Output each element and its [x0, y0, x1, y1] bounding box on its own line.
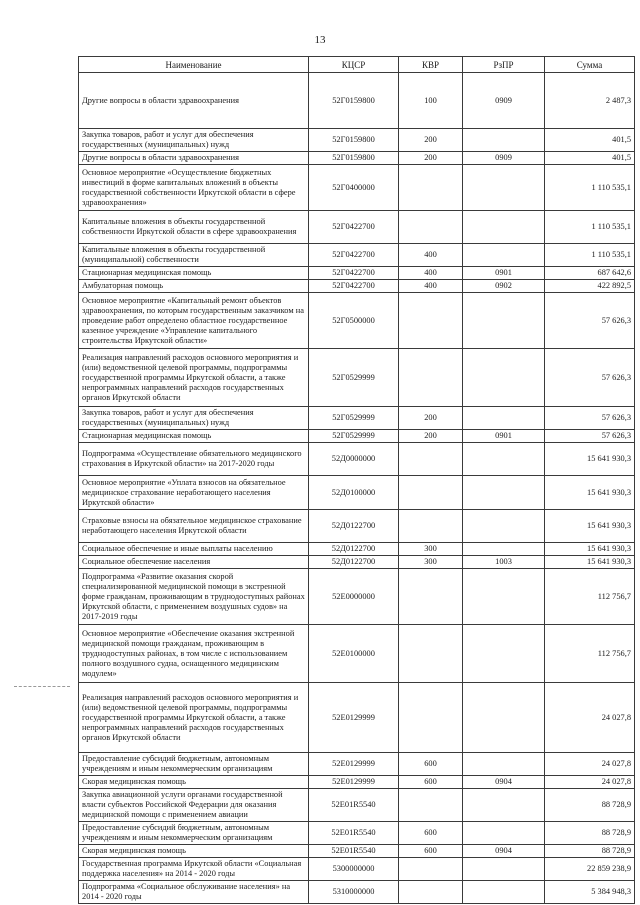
table-row	[79, 349, 635, 407]
cell-name: Основное мероприятие «Обеспечение оказания экстренной медицинской помощи гражданам, проживающим в труднодоступных районах, в том числе с использованием полного воздушного судна, оснащенного медицинским модулем»	[79, 625, 309, 683]
cell-rzpr	[463, 753, 545, 776]
cell-name: Предоставление субсидий бюджетным, автономным учреждениям и иным некоммерческим организациям	[79, 822, 309, 845]
cell-kvr	[399, 211, 463, 244]
cell-kvr	[399, 683, 463, 753]
cell-rzpr	[463, 858, 545, 881]
table-row	[79, 789, 635, 822]
cell-kcsr: 52Е01R5540	[309, 845, 399, 858]
cell-sum: 2 487,3	[545, 73, 635, 129]
cell-name: Подпрограмма «Социальное обслуживание населения» на 2014 - 2020 годы	[79, 881, 309, 904]
table-row	[79, 683, 635, 753]
cell-sum: 15 641 930,3	[545, 543, 635, 556]
cell-kvr	[399, 881, 463, 904]
cell-rzpr	[463, 569, 545, 625]
cell-sum: 112 756,7	[545, 569, 635, 625]
cell-kcsr: 52Д0122700	[309, 510, 399, 543]
cell-rzpr	[463, 244, 545, 267]
cell-sum: 1 110 535,1	[545, 244, 635, 267]
cell-rzpr	[463, 349, 545, 407]
table-row	[79, 152, 635, 165]
cell-kcsr: 52Д0122700	[309, 543, 399, 556]
cell-kvr: 300	[399, 556, 463, 569]
cell-kcsr: 52Г0422700	[309, 267, 399, 280]
cell-name: Капитальные вложения в объекты государственной собственности Иркутской области в сфере здравоохранения	[79, 211, 309, 244]
cell-kcsr: 52Е01R5540	[309, 789, 399, 822]
page-number: 13	[314, 34, 326, 46]
cell-rzpr: 0904	[463, 776, 545, 789]
table-row	[79, 543, 635, 556]
cell-rzpr	[463, 211, 545, 244]
margin-mark	[14, 686, 70, 687]
cell-rzpr: 1003	[463, 556, 545, 569]
cell-sum: 15 641 930,3	[545, 476, 635, 510]
cell-kvr	[399, 476, 463, 510]
cell-rzpr: 0909	[463, 73, 545, 129]
cell-kvr: 600	[399, 776, 463, 789]
cell-kvr	[399, 625, 463, 683]
cell-sum: 24 027,8	[545, 753, 635, 776]
table-row	[79, 510, 635, 543]
cell-rzpr	[463, 129, 545, 152]
cell-sum: 15 641 930,3	[545, 443, 635, 476]
cell-rzpr: 0909	[463, 152, 545, 165]
cell-kcsr: 52Д0100000	[309, 476, 399, 510]
cell-kvr	[399, 293, 463, 349]
cell-sum: 401,5	[545, 152, 635, 165]
cell-rzpr	[463, 443, 545, 476]
cell-sum: 88 728,9	[545, 845, 635, 858]
cell-sum: 57 626,3	[545, 430, 635, 443]
table-row	[79, 476, 635, 510]
cell-sum: 687 642,6	[545, 267, 635, 280]
cell-name: Социальное обеспечение и иные выплаты населению	[79, 543, 309, 556]
table-row	[79, 430, 635, 443]
table-row	[79, 845, 635, 858]
cell-kvr	[399, 789, 463, 822]
cell-kvr: 600	[399, 753, 463, 776]
cell-name: Основное мероприятие «Капитальный ремонт объектов здравоохранения, по которым государственным заказчиком на проведение работ определено областное государственное казенное учреждение «Управление капитального строительства Иркутской области»	[79, 293, 309, 349]
cell-name: Предоставление субсидий бюджетным, автономным учреждениям и иным некоммерческим организациям	[79, 753, 309, 776]
header-name: Наименование	[79, 57, 309, 73]
cell-kcsr: 52Г0500000	[309, 293, 399, 349]
table-body	[79, 73, 635, 904]
cell-kcsr: 52Г0422700	[309, 244, 399, 267]
header-sum: Сумма	[545, 57, 635, 73]
cell-rzpr: 0904	[463, 845, 545, 858]
cell-kvr: 200	[399, 407, 463, 430]
table-row	[79, 293, 635, 349]
cell-kvr: 600	[399, 845, 463, 858]
cell-name: Основное мероприятие «Уплата взносов на обязательное медицинское страхование неработающего населения Иркутской области»	[79, 476, 309, 510]
cell-kvr	[399, 510, 463, 543]
cell-name: Подпрограмма «Развитие оказания скорой специализированной медицинской помощи в экстренной форме гражданам, проживающим в труднодоступных районах Иркутской области, с применением воздушных судов» на 2017-2019 годы	[79, 569, 309, 625]
cell-sum: 15 641 930,3	[545, 556, 635, 569]
budget-table	[78, 56, 635, 904]
table-row	[79, 211, 635, 244]
table-row	[79, 858, 635, 881]
table-row	[79, 165, 635, 211]
cell-name: Социальное обеспечение населения	[79, 556, 309, 569]
cell-sum: 24 027,8	[545, 683, 635, 753]
cell-kvr: 200	[399, 129, 463, 152]
cell-kcsr: 52Е0129999	[309, 776, 399, 789]
cell-sum: 57 626,3	[545, 407, 635, 430]
header-kcsr: КЦСР	[309, 57, 399, 73]
cell-name: Основное мероприятие «Осуществление бюджетных инвестиций в форме капитальных вложений в объекты государственной собственности Иркутской области в сфере здравоохранения»	[79, 165, 309, 211]
table-row	[79, 407, 635, 430]
cell-kcsr: 52Г0529999	[309, 349, 399, 407]
cell-kcsr: 5300000000	[309, 858, 399, 881]
cell-kcsr: 52Г0529999	[309, 407, 399, 430]
cell-rzpr	[463, 407, 545, 430]
cell-kcsr: 52Г0400000	[309, 165, 399, 211]
cell-kvr: 400	[399, 280, 463, 293]
table-row	[79, 73, 635, 129]
cell-sum: 401,5	[545, 129, 635, 152]
cell-name: Другие вопросы в области здравоохранения	[79, 152, 309, 165]
cell-kcsr: 5310000000	[309, 881, 399, 904]
cell-rzpr	[463, 683, 545, 753]
cell-rzpr	[463, 881, 545, 904]
cell-sum: 88 728,9	[545, 789, 635, 822]
table-row	[79, 776, 635, 789]
cell-name: Реализация направлений расходов основного мероприятия и (или) ведомственной целевой программы, подпрограммы государственной программы Иркутской области, а также непрограммных направлений расходов государственных органов Иркутской области	[79, 349, 309, 407]
cell-kcsr: 52Г0422700	[309, 280, 399, 293]
cell-kcsr: 52Г0159800	[309, 73, 399, 129]
cell-rzpr: 0902	[463, 280, 545, 293]
table-row	[79, 753, 635, 776]
cell-sum: 1 110 535,1	[545, 211, 635, 244]
cell-name: Закупка товаров, работ и услуг для обеспечения государственных (муниципальных) нужд	[79, 407, 309, 430]
cell-kvr: 200	[399, 152, 463, 165]
cell-kvr: 400	[399, 267, 463, 280]
cell-name: Капитальные вложения в объекты государственной (муниципальной) собственности	[79, 244, 309, 267]
cell-name: Стационарная медицинская помощь	[79, 430, 309, 443]
cell-sum: 24 027,8	[545, 776, 635, 789]
cell-name: Страховые взносы на обязательное медицинское страхование неработающего населения Иркутской области	[79, 510, 309, 543]
cell-name: Закупка товаров, работ и услуг для обеспечения государственных (муниципальных) нужд	[79, 129, 309, 152]
cell-kcsr: 52Г0159800	[309, 129, 399, 152]
cell-rzpr	[463, 822, 545, 845]
cell-kvr: 200	[399, 430, 463, 443]
cell-sum: 112 756,7	[545, 625, 635, 683]
table-row	[79, 244, 635, 267]
cell-kcsr: 52Г0529999	[309, 430, 399, 443]
cell-name: Реализация направлений расходов основного мероприятия и (или) ведомственной целевой программы, подпрограммы государственной программы Иркутской области, а также непрограммных направлений расходов государственных органов Иркутской области	[79, 683, 309, 753]
cell-kcsr: 52Г0159800	[309, 152, 399, 165]
cell-kvr	[399, 569, 463, 625]
table-row	[79, 129, 635, 152]
cell-name: Амбулаторная помощь	[79, 280, 309, 293]
cell-kvr: 100	[399, 73, 463, 129]
cell-sum: 57 626,3	[545, 293, 635, 349]
table-row	[79, 881, 635, 904]
table-row	[79, 556, 635, 569]
table-row	[79, 443, 635, 476]
cell-kvr	[399, 858, 463, 881]
cell-name: Другие вопросы в области здравоохранения	[79, 73, 309, 129]
table-row	[79, 569, 635, 625]
cell-kcsr: 52Г0422700	[309, 211, 399, 244]
cell-kvr	[399, 165, 463, 211]
table-header-row	[79, 57, 635, 73]
cell-kvr: 300	[399, 543, 463, 556]
budget-sheet	[78, 56, 634, 904]
cell-rzpr	[463, 510, 545, 543]
cell-kvr	[399, 349, 463, 407]
cell-kcsr: 52Е0129999	[309, 683, 399, 753]
cell-kcsr: 52Д0000000	[309, 443, 399, 476]
cell-kcsr: 52Д0122700	[309, 556, 399, 569]
cell-rzpr	[463, 789, 545, 822]
table-row	[79, 822, 635, 845]
cell-name: Закупка авиационной услуги органами государственной власти субъектов Российской Федерации для оказания медицинской помощи с применением авиации	[79, 789, 309, 822]
cell-name: Стационарная медицинская помощь	[79, 267, 309, 280]
cell-rzpr: 0901	[463, 267, 545, 280]
header-kvr: КВР	[399, 57, 463, 73]
cell-name: Подпрограмма «Осуществление обязательного медицинского страхования в Иркутской области» на 2017-2020 годы	[79, 443, 309, 476]
cell-rzpr	[463, 625, 545, 683]
cell-rzpr	[463, 543, 545, 556]
cell-kcsr: 52Е0000000	[309, 569, 399, 625]
cell-rzpr	[463, 165, 545, 211]
cell-name: Государственная программа Иркутской области «Социальная поддержка населения» на 2014 - 2020 годы	[79, 858, 309, 881]
cell-name: Скорая медицинская помощь	[79, 845, 309, 858]
cell-kvr: 600	[399, 822, 463, 845]
cell-name: Скорая медицинская помощь	[79, 776, 309, 789]
cell-kcsr: 52Е0100000	[309, 625, 399, 683]
cell-sum: 422 892,5	[545, 280, 635, 293]
table-row	[79, 267, 635, 280]
table-row	[79, 280, 635, 293]
cell-sum: 88 728,9	[545, 822, 635, 845]
cell-sum: 22 859 238,9	[545, 858, 635, 881]
header-rzpr: РзПР	[463, 57, 545, 73]
cell-rzpr: 0901	[463, 430, 545, 443]
cell-sum: 5 384 948,3	[545, 881, 635, 904]
cell-rzpr	[463, 476, 545, 510]
cell-kcsr: 52Е01R5540	[309, 822, 399, 845]
cell-kcsr: 52Е0129999	[309, 753, 399, 776]
cell-sum: 57 626,3	[545, 349, 635, 407]
cell-rzpr	[463, 293, 545, 349]
cell-kvr	[399, 443, 463, 476]
cell-kvr: 400	[399, 244, 463, 267]
table-row	[79, 625, 635, 683]
cell-sum: 15 641 930,3	[545, 510, 635, 543]
cell-sum: 1 110 535,1	[545, 165, 635, 211]
